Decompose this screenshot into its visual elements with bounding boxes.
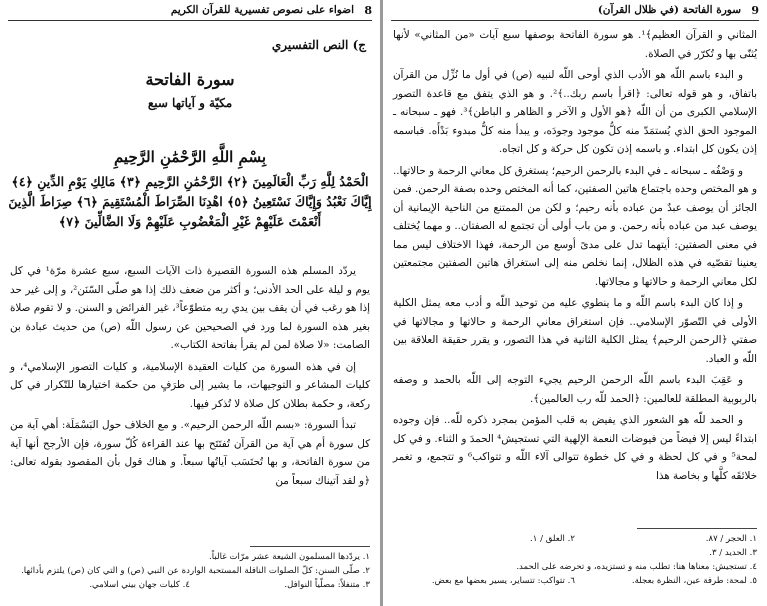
footnote: ٥. لمحة: طرفة عين، النظرة بعجلة. <box>631 576 757 586</box>
left-page-number: 8 <box>364 4 372 17</box>
footnote: ١. يردّدها المسلمون الشيعة عشر مرّات غالباً. <box>209 552 370 562</box>
section-title: ج) النص التفسيري <box>271 38 366 52</box>
footnote: ٤. كليات جهان بيني اسلامي. <box>89 580 190 590</box>
paragraph: إن في هذه السورة من كليات العقيدة الإسلامية، و كليات التصور الإسلامي⁴، و كليات المشاعر و التوجيهات، ما يشير إلى طرَفٍ من حكمة اختيارها للتّكرار في كل ركعة، و حكمة بطلان كل صلاة لا تُذكر فيها. <box>10 360 370 410</box>
footnote-rule <box>250 546 370 547</box>
footnote: ٢. صلّى السنن: كلّ الصلوات النافلة المستحبة الواردة عن النبي (ص) و التي كان (ص) يلتزم بأدائها. <box>21 566 370 576</box>
footnote-rule <box>637 528 757 529</box>
paragraph: و وَصْفُه ـ سبحانه ـ في البدء بالرحمن الرحيم؛ يستغرق كل معاني الرحمة و حالاتها.. و هو المختص وحده باجتماع هاتين الصفتين، كما أنه المختص وحده بصفة الرحمن. فمن الجائز أن يوصف عبدٌ من عباده بأنه رحيم؛ و لكن من الممتنع من الناحية الإيمانية أن يوصف عبد من عباده بأنه رحمن. و من باب أولى أن تجتمع له الصفتان.. و مهما يُختلف في معنى الصفتين: أيتهما تدل على مدىً أوسع من الرحمة، فهذا الاختلاف ليس مما يعنينا تقصّيه في هذه الظلال، إنما نخلص منه إلى استغراق هاتين الصفتين مجتمعتين لكل معاني الرحمة و حالاتها و مجالاتها. <box>393 164 757 288</box>
paragraph: و إذا كان البدء باسم اللّه و ما ينطوي عليه من توحيد اللّه و أدب معه يمثل الكلية الأولى في التّصوّر الإسلامي.. فإن استغراق معاني الرحمة و حالاتها و مجالاتها في صفتي ﴿الرحمن الرحيم﴾ يمثل الكلية الثانية في هذا التصور، و يقرر حقيقة العلاقة بين اللّه و العباد. <box>393 297 757 365</box>
left-page-header <box>8 4 372 21</box>
surah-verses: الْحَمْدُ لِلَّهِ رَبِّ الْعَالَمِينَ ﴿٢﴾ الرَّحْمَٰنِ الرَّحِيمِ ﴿٣﴾ مَالِكِ يَوْمِ الدِّينِ ﴿٤﴾ إِيَّاكَ نَعْبُدُ وَإِيَّاكَ نَسْتَعِينُ ﴿٥﴾ اهْدِنَا الصِّرَاطَ الْمُسْتَقِيمَ ﴿٦﴾ صِرَاطَ الَّذِينَ أَنْعَمْتَ عَلَيْهِمْ غَيْرِ الْمَغْضُوبِ عَلَيْهِمْ وَلَا الضَّالِّينَ ﴿٧﴾ <box>8 174 372 229</box>
left-page <box>0 0 380 606</box>
right-page-number: 9 <box>751 4 759 17</box>
right-page-header <box>391 4 759 21</box>
basmala: بِسْمِ اللَّهِ الرَّحْمَٰنِ الرَّحِيمِ <box>113 148 267 166</box>
paragraph: تبدأ السورة: «بسم اللّه الرحمن الرحيم». و مع الخلاف حول البَسْمَلَة: أهي آية من كل سورة أم هي آية من القرآن تُفتَتَح بها عند القراءة كُلّ سورة، فإن الأرجح أنها آية من سورة الفاتحة، و بها تُحتَسَب آياتُها سبعاً. و هناك قول بأن المقصود بقوله تعالى: ﴿و لقد آتيناك سبعاً من <box>10 419 370 487</box>
right-footnotes <box>393 532 757 588</box>
left-body-text <box>10 262 370 562</box>
surah-subtitle: مكيّة و آياتها سبع <box>147 96 233 110</box>
footnote: ١. الحجر / ٨٧. <box>705 534 757 544</box>
footnote-row <box>10 578 370 592</box>
footnote: ٢. العلق / ١. <box>530 534 575 544</box>
footnote: ٣. متنفلاً: مصلّياً النوافل. <box>284 580 370 590</box>
left-running-title: اضواء على نصوص تفسيرية للقرآن الكريم <box>170 4 354 16</box>
footnote: ٣. الحديد / ٣. <box>709 548 757 558</box>
paragraph: و الحمد للّه هو الشعور الذي يفيض به قلب المؤمن بمجرد ذكره للّه.. فإن وجوده ابتداءً ليس إلا فيضاً من فيوضات النعمة الإلهية التي تستجيش⁴ الحمدَ و الثناء. و في كل لمحة⁵ و في كل لحظة و في كل خطوة تتوالى آلاء اللّه و تتواكب⁶ و تتجمع، و تغمر خلائقَه كلَّها و بخاصة هذا <box>393 414 757 482</box>
left-footnotes <box>10 550 370 592</box>
footnote: ٦. تتواكب: تتساير، يسير بعضها مع بعض. <box>431 576 575 586</box>
surah-name: سورة الفاتحة <box>145 70 235 89</box>
paragraph: المثاني و القرآن العظيم﴾¹. هو سورة الفاتحة بوصفها سبع آيات «من المثاني» لأنها يُثنّى بها و تُكرّر في الصلاة. <box>393 29 757 60</box>
paragraph: و البدء باسم اللّه هو الأدب الذي أوحى اللّه لنبيه (ص) في أول ما نُزِّل من القرآن باتفاق، و هو قوله تعالى: ﴿اقرأ باسم ربك..﴾². و هو الذي يتفق مع قاعدة التصور الإسلامي الكبرى من أن اللّه ﴿هو الأول و الآخر و الظاهر و الباطن﴾³. فهو ـ سبحانه ـ الموجود الحق الذي يُستمَدّ منه كلُّ موجود وجودَه، و يبدأ منه كلُّ مبدوء بَدْأَه. فباسمه إذن يكون كل ابتداء. و باسمه إذن تكون كل حركة و كل اتجاه. <box>393 69 757 155</box>
paragraph: يردّد المسلم هذه السورة القصيرة ذات الآيات السبع، سبع عشرة مرّة¹ في كل يوم و ليلة على الحد الأدنى؛ و أكثر من ضعف ذلك إذا هو صلّى السّنَن²، و إلى غير حد إذا هو رغب في أن يقف بين يدي ربه متطوّعاً³، غير الفرائض و السنن. و لا تقوم صلاة بغير هذه السورة لما ورد في الصحيحين عن رسول اللّه (ص) من حديث عبادة بن الصامت: «لا صلاة لمن لم يقرأ بفاتحة الكتاب». <box>10 265 370 351</box>
paragraph: و عَقِبَ البدء باسم اللّه الرحمن الرحيم يجيء التوجه إلى اللّه بالحمد و وصفه بالربوبية المطلقة للعالمين: ﴿الحمد للّه رب العالمين﴾. <box>393 374 757 405</box>
footnote: ٤. تستجيش: معناها هنا: تطلب منه و تستزيده، و تحرضه على الحمد. <box>516 562 757 572</box>
right-body-text <box>393 26 757 526</box>
right-page <box>383 0 767 606</box>
right-running-title: سورة الفاتحة (في ظلال القرآن) <box>597 4 741 16</box>
footnote-row <box>393 574 757 588</box>
footnote-row <box>393 532 757 546</box>
